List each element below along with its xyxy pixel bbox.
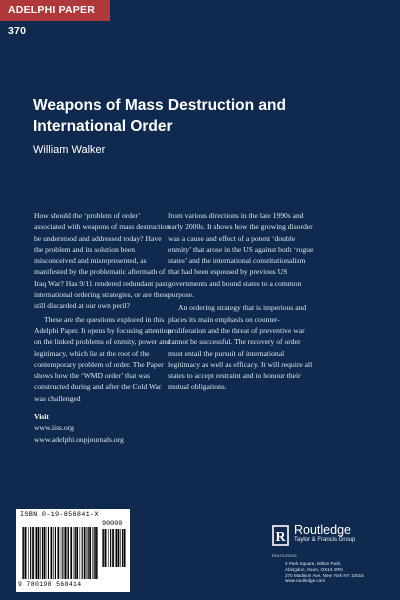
address-line: 270 Madison Ave, New York NY 10016 (285, 572, 364, 578)
blurb-paragraph-4: An ordering strategy that is imperious and places its main emphasis on counter-proliferation and the threat of preventive war cannot be successful. The recovery of order must entail the pursuit of international legitimacy as well as efficacy. It will require all states to accept restraint and to honour their mutual obligations. (168, 303, 313, 392)
ean-number: 9 780198 568414 (18, 581, 82, 588)
barcode (16, 509, 130, 592)
routledge-logo-icon (272, 525, 289, 551)
blurb-paragraph-2: These are the questions explored in this Adelphi Paper. It opens by focusing attention on the linked problems of enmity, power and legitimacy, which lie at the root of the contemporary problem of order. The Paper shows how the ‘WMD order’ that was constructed during and after the Cold War was challenged (34, 314, 172, 403)
svg-text:R: R (275, 530, 286, 545)
publisher-logo-text: ROUTLEDGE (272, 553, 297, 558)
book-title: Weapons of Mass Destruction and International Order (33, 97, 286, 135)
visit-block (34, 411, 124, 445)
visit-link-iiss[interactable]: www.iiss.org (34, 423, 74, 433)
price-barcode-bars (102, 529, 126, 567)
series-label: ADELPHI PAPER 370 (0, 0, 110, 21)
publisher-group: Taylor & Francis Group (294, 537, 356, 543)
visit-label: Visit (34, 412, 49, 421)
blurb-paragraph-3: from various directions in the late 1990s and early 2000s. It shows how the growing disorder was a cause and effect of a potent ‘double enmity’ that arose in the US against both ‘rogue states’ and the international constitutionalism that had been espoused by previous US governments and bound states to a common purpose. (168, 211, 314, 300)
blurb-paragraph-1: How should the ‘problem of order’ associated with weapons of mass destruction be understood and addressed today? Have the problem and its solution been misconceived and misrepresented, as manifested by the problematic aftermath of Iraq War? Has 9/11 rendered redundant past international ordering strategies, or are these still discarded at our own peril? (34, 211, 171, 311)
address-line: 2 Park Square, Milton Park, (285, 561, 342, 566)
blurb-left-column (34, 210, 172, 404)
publisher-name: Routledge (294, 523, 351, 537)
isbn-text: ISBN 0-19-856841-X (20, 511, 99, 519)
address-line[interactable]: www.routledge.com (285, 578, 326, 584)
price-code: 90000 (102, 520, 123, 528)
publisher-address (285, 561, 364, 584)
visit-link-adelphi[interactable]: www.adelphi.oupjournals.org (34, 434, 124, 444)
author-name: William Walker (33, 144, 106, 156)
address-line: Abingdon, Oxon, OX14 4RN (285, 566, 343, 572)
blurb-right-column (168, 210, 314, 393)
ean-barcode-bars (22, 527, 98, 579)
